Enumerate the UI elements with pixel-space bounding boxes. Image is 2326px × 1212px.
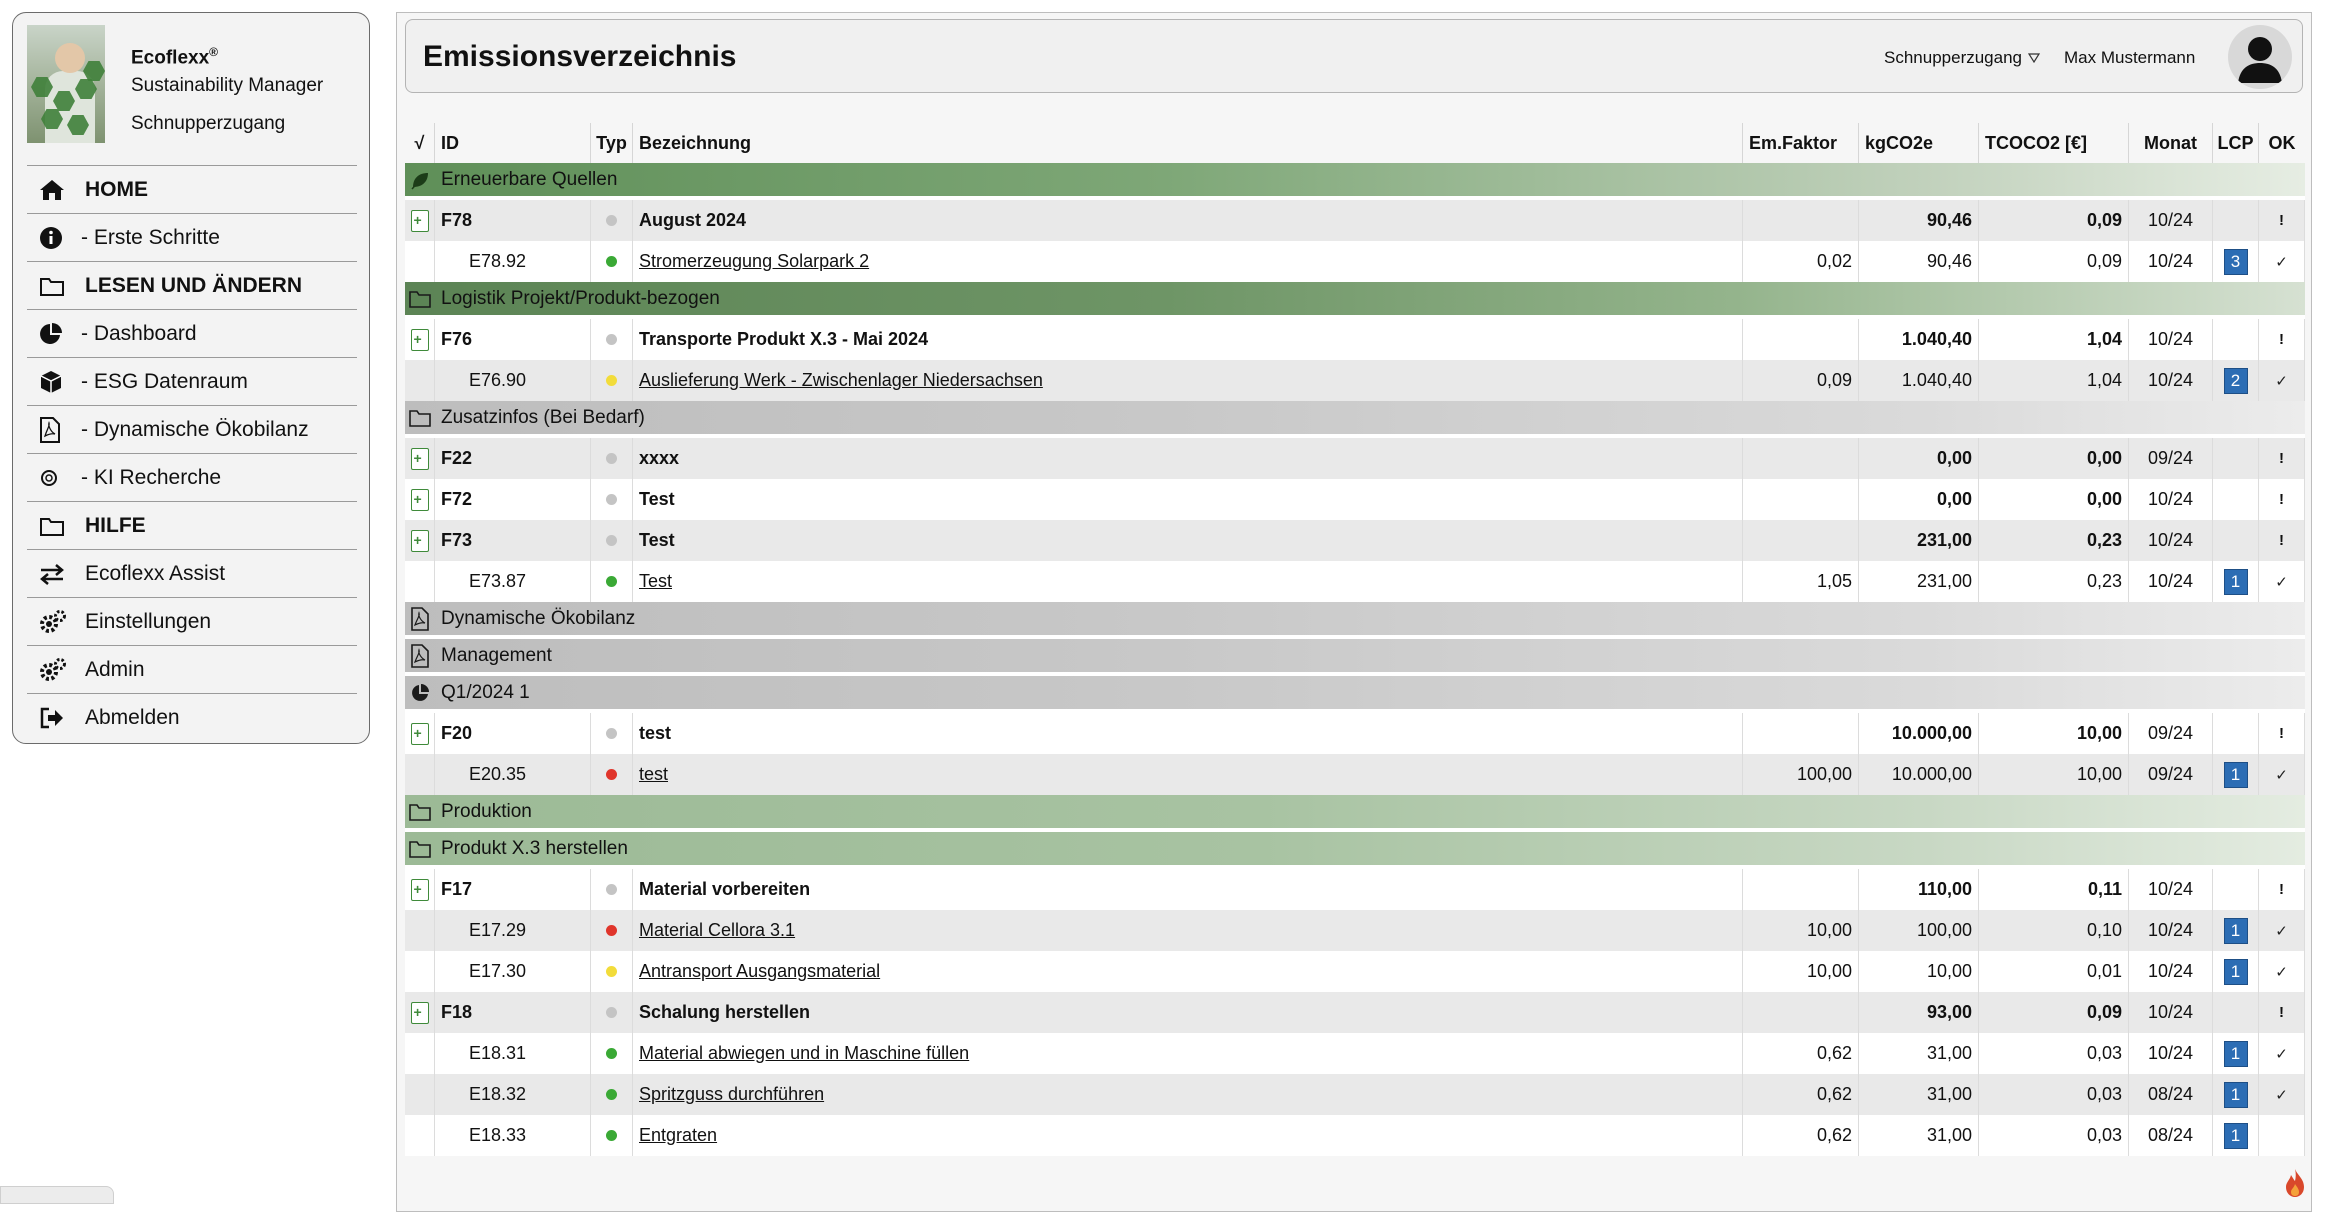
status-dot [591,200,633,241]
nav-item-read-edit[interactable] [27,261,357,309]
nav-item-help[interactable] [27,501,357,549]
row-kgco2e: 31,00 [1859,1115,1979,1156]
row-id: F17 [435,869,591,910]
row-kgco2e: 231,00 [1859,561,1979,602]
exclamation-icon[interactable]: ! [2259,992,2305,1033]
exclamation-icon[interactable]: ! [2259,479,2305,520]
folder-icon [405,832,435,865]
access-level-select[interactable] [1884,48,2040,68]
nav-item-logout[interactable] [27,693,357,741]
row-kgco2e: 10.000,00 [1859,713,1979,754]
row-bezeichnung[interactable]: Test [633,561,1743,602]
pdf-file-icon [405,602,435,635]
lcp-badge[interactable]: 1 [2213,1115,2259,1156]
lcp-badge[interactable]: 1 [2213,951,2259,992]
row-bezeichnung[interactable]: Antransport Ausgangsmaterial [633,951,1743,992]
row-monat: 10/24 [2129,200,2213,241]
add-document-icon[interactable] [405,200,435,241]
exclamation-icon[interactable]: ! [2259,438,2305,479]
emissions-table [405,123,2305,1156]
row-tcoco2: 0,09 [1979,241,2129,282]
nav-item-first-steps[interactable] [27,213,357,261]
status-dot [591,520,633,561]
row-kgco2e: 10.000,00 [1859,754,1979,795]
lcp-badge[interactable]: 1 [2213,754,2259,795]
row-kgco2e: 31,00 [1859,1074,1979,1115]
row-id: E20.35 [435,754,591,795]
status-dot [591,319,633,360]
row-em-faktor [1743,200,1859,241]
nav-label: - Erste Schritte [81,225,220,249]
row-bezeichnung[interactable]: Stromerzeugung Solarpark 2 [633,241,1743,282]
emission-row[interactable] [405,951,2305,992]
category-row[interactable] [405,163,2305,200]
row-tcoco2: 0,10 [1979,910,2129,951]
column-header-em-faktor[interactable]: Em.Faktor [1743,123,1859,163]
lcp-badge [2213,992,2259,1033]
row-em-faktor: 10,00 [1743,910,1859,951]
brand-access-level: Schnupperzugang [131,113,286,134]
group-row[interactable] [405,869,2305,910]
lcp-badge [2213,479,2259,520]
brand-name: Ecoflexx® [131,45,218,69]
row-check-cell [405,754,435,795]
emission-row[interactable] [405,910,2305,951]
row-monat: 08/24 [2129,1115,2213,1156]
status-dot [591,438,633,479]
category-label: Dynamische Ökobilanz [441,607,636,629]
row-em-faktor: 0,09 [1743,360,1859,401]
row-check-cell [405,241,435,282]
row-tcoco2: 0,00 [1979,438,2129,479]
row-id: F22 [435,438,591,479]
row-monat: 10/24 [2129,360,2213,401]
row-monat: 09/24 [2129,713,2213,754]
pie-chart-icon [405,676,435,709]
row-bezeichnung[interactable]: Material Cellora 3.1 [633,910,1743,951]
user-name: Max Mustermann [2064,48,2196,67]
row-bezeichnung[interactable]: Spritzguss durchführen [633,1074,1743,1115]
column-header-kgco2e[interactable]: kgCO2e [1859,123,1979,163]
status-dot [591,869,633,910]
exchange-icon [27,563,71,585]
pdf-file-icon [405,639,435,672]
row-tcoco2: 0,03 [1979,1115,2129,1156]
row-check-cell [405,360,435,401]
row-tcoco2: 1,04 [1979,360,2129,401]
add-document-icon[interactable] [405,438,435,479]
sign-out-icon [27,707,71,729]
triangle-down-icon [2028,48,2040,68]
row-id: E73.87 [435,561,591,602]
check-icon[interactable]: ✓ [2259,1074,2305,1115]
row-kgco2e: 0,00 [1859,438,1979,479]
category-label: Produktion [441,800,532,822]
category-row[interactable] [405,795,2305,832]
category-row[interactable] [405,282,2305,319]
exclamation-icon[interactable]: ! [2259,713,2305,754]
pdf-file-icon [27,417,71,443]
emission-row[interactable] [405,1074,2305,1115]
row-id: F20 [435,713,591,754]
category-label: Q1/2024 1 [441,681,530,703]
exclamation-icon[interactable]: ! [2259,520,2305,561]
column-header-ok[interactable]: OK [2268,132,2296,153]
ai-icon [27,468,71,488]
row-tcoco2: 10,00 [1979,754,2129,795]
row-bezeichnung[interactable]: Material abwiegen und in Maschine füllen [633,1033,1743,1074]
pie-chart-icon [27,322,71,346]
row-kgco2e: 0,00 [1859,479,1979,520]
check-icon[interactable]: ✓ [2259,951,2305,992]
column-header-monat[interactable]: Monat [2129,123,2213,163]
row-em-faktor [1743,319,1859,360]
category-row[interactable] [405,602,2305,639]
status-dot [591,479,633,520]
row-id: E17.29 [435,910,591,951]
row-id: E78.92 [435,241,591,282]
category-label: Erneuerbare Quellen [441,168,618,190]
lcp-badge[interactable]: 3 [2213,241,2259,282]
row-kgco2e: 1.040,40 [1859,360,1979,401]
row-tcoco2: 0,11 [1979,869,2129,910]
nav-label: Abmelden [85,705,180,729]
row-id: E18.31 [435,1033,591,1074]
row-em-faktor: 100,00 [1743,754,1859,795]
main-panel [396,12,2312,1212]
column-header-typ[interactable]: Typ [591,123,633,163]
row-monat: 08/24 [2129,1074,2213,1115]
category-label: Management [441,644,552,666]
lcp-badge[interactable]: 1 [2213,1033,2259,1074]
column-header-bezeichnung[interactable]: Bezeichnung [633,123,1743,163]
row-bezeichnung: Transporte Produkt X.3 - Mai 2024 [633,319,1743,360]
row-tcoco2: 0,01 [1979,951,2129,992]
row-em-faktor [1743,438,1859,479]
nav-item-oekobilanz[interactable] [27,405,357,453]
row-tcoco2: 0,09 [1979,992,2129,1033]
nav-item-settings[interactable] [27,597,357,645]
category-label: Produkt X.3 herstellen [441,837,628,859]
row-kgco2e: 100,00 [1859,910,1979,951]
info-icon [27,226,71,250]
table-body [405,163,2305,1156]
home-icon [27,179,71,201]
row-tcoco2: 0,00 [1979,479,2129,520]
check-icon[interactable]: ✓ [2259,910,2305,951]
column-header-check[interactable]: √ [405,123,435,163]
scrollbar-stub[interactable] [0,1186,114,1204]
brand-logo [27,25,105,143]
row-monat: 10/24 [2129,520,2213,561]
row-em-faktor [1743,992,1859,1033]
check-icon[interactable]: ✓ [2259,754,2305,795]
group-row[interactable] [405,200,2305,241]
emission-row[interactable] [405,1033,2305,1074]
check-icon[interactable] [2259,1115,2305,1156]
row-bezeichnung: Test [633,520,1743,561]
leaf-icon [405,163,435,196]
add-document-icon[interactable] [405,869,435,910]
status-dot [591,992,633,1033]
row-bezeichnung: Material vorbereiten [633,869,1743,910]
lcp-badge [2213,319,2259,360]
cube-icon [27,370,71,394]
nav-label: Ecoflexx Assist [85,561,226,585]
page-title: Emissionsverzeichnis [423,40,737,73]
group-row[interactable] [405,713,2305,754]
row-tcoco2: 10,00 [1979,713,2129,754]
fire-icon[interactable] [2282,1168,2308,1198]
nav-item-assist[interactable] [27,549,357,597]
nav-item-ki-recherche[interactable] [27,453,357,501]
add-document-icon[interactable] [405,479,435,520]
row-em-faktor: 0,62 [1743,1115,1859,1156]
row-monat: 10/24 [2129,561,2213,602]
check-icon[interactable]: ✓ [2259,241,2305,282]
nav-label: HILFE [85,513,146,537]
nav-item-home[interactable] [27,165,357,213]
row-id: F73 [435,520,591,561]
lcp-badge[interactable]: 1 [2213,1074,2259,1115]
access-level-value: Schnupperzugang [1884,48,2023,67]
row-em-faktor [1743,713,1859,754]
row-em-faktor: 10,00 [1743,951,1859,992]
emission-row[interactable] [405,754,2305,795]
row-bezeichnung: xxxx [633,438,1743,479]
status-dot [591,754,633,795]
brand-subtitle: Sustainability Manager [131,75,324,96]
lcp-badge [2213,438,2259,479]
row-monat: 10/24 [2129,992,2213,1033]
sidebar-nav [27,165,357,741]
status-dot [591,951,633,992]
add-document-icon[interactable] [405,713,435,754]
user-avatar[interactable] [2228,25,2292,89]
nav-label: - ESG Datenraum [81,369,248,393]
brand-block [27,25,357,155]
group-row[interactable] [405,479,2305,520]
row-check-cell [405,951,435,992]
folder-icon [27,275,71,297]
row-monat: 10/24 [2129,869,2213,910]
row-monat: 09/24 [2129,754,2213,795]
folder-icon [27,515,71,537]
lcp-badge[interactable]: 2 [2213,360,2259,401]
exclamation-icon[interactable]: ! [2259,200,2305,241]
nav-label: - KI Recherche [81,465,222,489]
status-dot [591,910,633,951]
row-check-cell [405,1115,435,1156]
row-monat: 10/24 [2129,479,2213,520]
check-icon[interactable]: ✓ [2259,1033,2305,1074]
category-row[interactable] [405,401,2305,438]
column-header-lcp[interactable]: LCP [2213,123,2259,163]
status-dot [591,1033,633,1074]
group-row[interactable] [405,520,2305,561]
status-dot [591,241,633,282]
lcp-badge [2213,713,2259,754]
nav-item-dashboard[interactable] [27,309,357,357]
emission-row[interactable] [405,241,2305,282]
nav-label: Admin [85,657,145,681]
category-label: Zusatzinfos (Bei Bedarf) [441,406,645,428]
check-icon[interactable]: ✓ [2259,360,2305,401]
sidebar [12,12,370,744]
nav-label: HOME [85,177,148,201]
row-tcoco2: 1,04 [1979,319,2129,360]
row-kgco2e: 10,00 [1859,951,1979,992]
folder-icon [405,401,435,434]
row-bezeichnung[interactable]: test [633,754,1743,795]
gears-icon [27,609,71,635]
row-check-cell [405,1074,435,1115]
emission-row[interactable] [405,360,2305,401]
row-tcoco2: 0,03 [1979,1033,2129,1074]
row-tcoco2: 0,09 [1979,200,2129,241]
group-row[interactable] [405,319,2305,360]
row-kgco2e: 31,00 [1859,1033,1979,1074]
table-header [405,123,2305,163]
row-tcoco2: 0,23 [1979,520,2129,561]
gears-icon [27,657,71,683]
add-document-icon[interactable] [405,992,435,1033]
row-tcoco2: 0,03 [1979,1074,2129,1115]
row-check-cell [405,910,435,951]
row-monat: 09/24 [2129,438,2213,479]
row-bezeichnung: test [633,713,1743,754]
lcp-badge [2213,869,2259,910]
row-monat: 10/24 [2129,951,2213,992]
row-bezeichnung[interactable]: Entgraten [633,1115,1743,1156]
exclamation-icon[interactable]: ! [2259,869,2305,910]
row-bezeichnung[interactable]: Auslieferung Werk - Zwischenlager Niedersachsen [633,360,1743,401]
folder-icon [405,282,435,315]
exclamation-icon[interactable]: ! [2259,319,2305,360]
nav-label: - Dynamische Ökobilanz [81,417,309,441]
row-bezeichnung: August 2024 [633,200,1743,241]
column-header-id[interactable]: ID [435,123,591,163]
row-kgco2e: 231,00 [1859,520,1979,561]
row-id: F72 [435,479,591,520]
row-id: F76 [435,319,591,360]
row-id: E18.33 [435,1115,591,1156]
check-icon[interactable]: ✓ [2259,561,2305,602]
category-row[interactable] [405,832,2305,869]
nav-label: Einstellungen [85,609,212,633]
page-header [405,19,2303,93]
row-kgco2e: 110,00 [1859,869,1979,910]
status-dot [591,360,633,401]
nav-label: LESEN UND ÄNDERN [85,273,303,297]
row-id: E18.32 [435,1074,591,1115]
row-check-cell [405,1033,435,1074]
status-dot [591,561,633,602]
nav-item-admin[interactable] [27,645,357,693]
row-id: F18 [435,992,591,1033]
row-kgco2e: 93,00 [1859,992,1979,1033]
category-row[interactable] [405,639,2305,676]
lcp-badge[interactable]: 1 [2213,561,2259,602]
add-document-icon[interactable] [405,520,435,561]
row-kgco2e: 90,46 [1859,241,1979,282]
row-em-faktor: 0,62 [1743,1074,1859,1115]
row-kgco2e: 90,46 [1859,200,1979,241]
row-bezeichnung: Schalung herstellen [633,992,1743,1033]
row-monat: 10/24 [2129,910,2213,951]
row-monat: 10/24 [2129,241,2213,282]
row-tcoco2: 0,23 [1979,561,2129,602]
lcp-badge [2213,200,2259,241]
row-id: E76.90 [435,360,591,401]
row-bezeichnung: Test [633,479,1743,520]
emission-row[interactable] [405,561,2305,602]
row-check-cell [405,561,435,602]
row-id: E17.30 [435,951,591,992]
group-row[interactable] [405,438,2305,479]
row-em-faktor [1743,869,1859,910]
row-kgco2e: 1.040,40 [1859,319,1979,360]
status-dot [591,1115,633,1156]
row-em-faktor [1743,520,1859,561]
lcp-badge[interactable]: 1 [2213,910,2259,951]
emission-row[interactable] [405,1115,2305,1156]
category-label: Logistik Projekt/Produkt-bezogen [441,287,720,309]
status-dot [591,1074,633,1115]
row-em-faktor: 0,02 [1743,241,1859,282]
row-em-faktor [1743,479,1859,520]
row-monat: 10/24 [2129,319,2213,360]
row-id: F78 [435,200,591,241]
category-row[interactable] [405,676,2305,713]
status-dot [591,713,633,754]
row-monat: 10/24 [2129,1033,2213,1074]
nav-item-esg[interactable] [27,357,357,405]
nav-label: - Dashboard [81,321,197,345]
column-header-tcoco2[interactable]: TCOCO2 [€] [1979,123,2129,163]
row-em-faktor: 1,05 [1743,561,1859,602]
folder-icon [405,795,435,828]
group-row[interactable] [405,992,2305,1033]
row-em-faktor: 0,62 [1743,1033,1859,1074]
add-document-icon[interactable] [405,319,435,360]
lcp-badge [2213,520,2259,561]
